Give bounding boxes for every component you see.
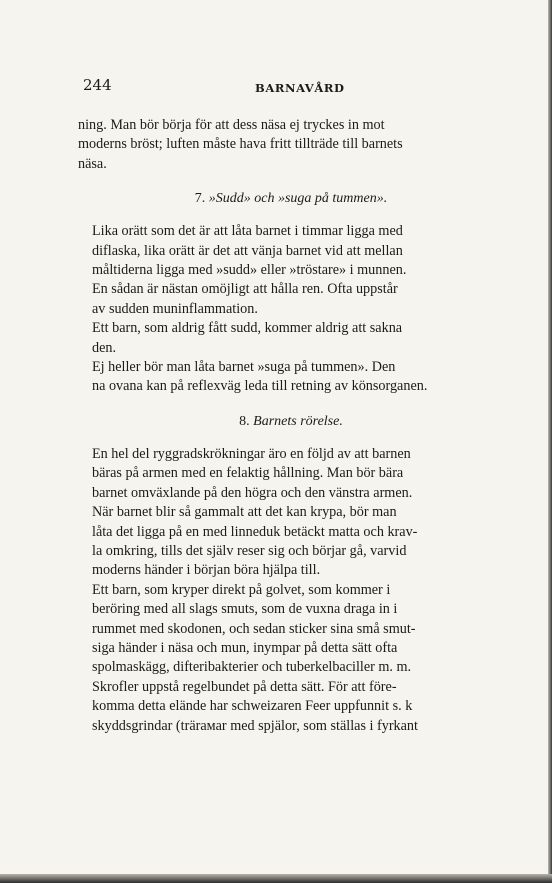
paragraph xyxy=(78,222,504,319)
text-line: beröring med all slags smuts, som de vuxna draga in i xyxy=(92,601,398,618)
paragraph xyxy=(78,445,504,581)
text-line: När barnet blir så gammalt att det kan krypa, bör man xyxy=(92,504,397,521)
text-line: siga händer i näsa och mun, inympar på detta sätt ofta xyxy=(92,639,398,656)
page-number: 244 xyxy=(83,76,112,94)
page-edge-right xyxy=(548,0,552,883)
text-line: av sudden muninflammation. xyxy=(92,300,258,317)
text-line: den. xyxy=(92,339,117,356)
page-edge-bottom xyxy=(0,874,552,883)
text-line: moderns händer i början böra hjälpa till. xyxy=(92,562,321,579)
text-line: Lika orätt som det är att låta barnet i timmar ligga med xyxy=(92,223,403,240)
text-line: Skrofler uppstå regelbundet på detta sätt. För att före- xyxy=(92,678,397,695)
text-line: bäras på armen med en felaktig hållning. Man bör bära xyxy=(92,465,404,482)
text-line: diflaska, lika orätt är det att vänja barnet vid att mellan xyxy=(92,242,403,259)
paragraph xyxy=(78,581,504,736)
text-line: moderns bröst; luften måste hava fritt tillträde till barnets xyxy=(78,136,403,153)
text-line: Ett barn, som aldrig fått sudd, kommer aldrig att sakna xyxy=(92,320,403,337)
paragraph xyxy=(78,358,504,397)
section-title: »Sudd» och »suga på tummen». xyxy=(208,191,388,207)
text-line: rummet med skodonen, och sedan sticker sina små smut- xyxy=(92,620,416,637)
body-text xyxy=(78,116,504,736)
text-line: Ej heller bör man låta barnet »suga på tummen». Den xyxy=(92,359,396,376)
text-line: En sådan är nästan omöjligt att hålla ren. Ofta uppstår xyxy=(92,281,398,298)
text-line: låta det ligga på en med linneduk betäckt matta och krav- xyxy=(92,523,418,540)
page-header xyxy=(83,76,503,98)
text-line: måltiderna ligga med »sudd» eller »tröstare» i munnen. xyxy=(92,262,407,279)
running-head: BARNAVÅRD xyxy=(255,81,345,95)
section-heading-7 xyxy=(78,189,504,208)
paragraph xyxy=(78,319,504,358)
section-title: Barnets rörelse. xyxy=(253,413,343,429)
text-line: na ovana kan på reflexväg leda till retning av könsorganen. xyxy=(92,378,428,395)
text-line: ning. Man bör börja för att dess näsa ej tryckes in mot xyxy=(78,117,385,133)
text-line: barnet omväxlande på den högra och den vänstra armen. xyxy=(92,484,413,501)
text-line: la omkring, tills det själv reser sig och börjar gå, varvid xyxy=(92,542,407,559)
section-number: 7. xyxy=(194,191,206,207)
text-line: spolmaskägg, difteribakterier och tuberkelbaciller m. m. xyxy=(92,659,412,676)
section-number: 8. xyxy=(239,413,250,429)
text-line: skyddsgrindar (trärамar med spjälor, som ställas i fyrkant xyxy=(92,717,418,734)
text-line: En hel del ryggradskrökningar äro en följd av att barnen xyxy=(92,445,411,462)
text-line: Ett barn, som kryper direkt på golvet, som kommer i xyxy=(92,581,391,598)
paragraph-continued xyxy=(78,116,504,174)
text-line: näsa. xyxy=(78,155,107,172)
section-heading-8 xyxy=(78,412,504,431)
text-line: komma detta elände har schweizaren Feer uppfunnit s. k xyxy=(92,698,413,715)
